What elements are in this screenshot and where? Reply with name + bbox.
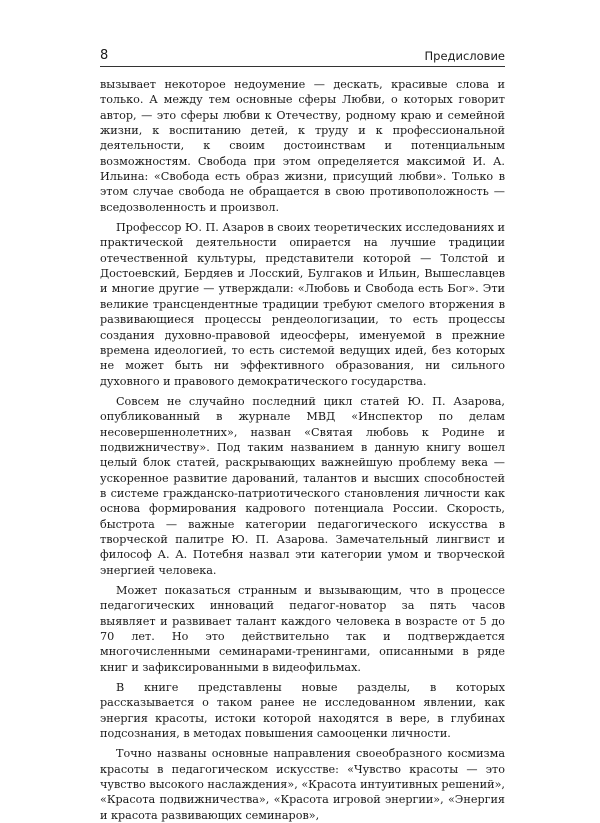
running-title: Предисловие	[424, 49, 505, 63]
paragraph-4: Может показаться странным и вызывающим, что в процессе педагогических инноваций педагог-новатор за пять часов выявляет и развивает талант каждого человека в возрасте от 5 до 70 лет. Но это действительно так и подтверждается многочисленными семинарами-тренингами, описанными в ряде книг и зафиксированными в видеофильмах.	[100, 584, 505, 674]
paragraph-5: В книге представлены новые разделы, в которых рассказывается о таком ранее не исследованном явлении, как энергия красоты, истоки которой находятся в вере, в глубинах подсознания, в методах повышения самооценки личности.	[100, 681, 505, 741]
paragraph-1: вызывает некоторое недоумение — дескать, красивые слова и только. А между тем основные сферы Любви, о которых говорит автор, — это сферы любви к Отечеству, родному краю и семейной жизни, к воспитанию детей, к труду и к профессиональной деятельности, к своим достоинствам и потенциальным возможностям. Свобода при этом определяется максимой И. А. Ильина: «Свобода есть образ жизни, присущий любви». Только в этом случае свобода не обращается в свою противоположность — вседозволенность и произвол.	[100, 78, 505, 214]
header-rule	[100, 66, 505, 67]
page-header	[100, 48, 505, 68]
paragraph-3: Совсем не случайно последний цикл статей Ю. П. Азарова, опубликованный в журнале МВД «Инспектор по делам несовершеннолетних», назван «Святая любовь к Родине и подвижничеству». Под таким названием в данную книгу вошел целый блок статей, раскрывающих важнейшую проблему века — ускоренное развитие дарований, талантов и высших способностей в системе гражданско-патриотического становления личности как основа формирования кадрового потенциала России. Скорость, быстрота — важные категории педагогического искусства в творческой палитре Ю. П. Азарова. Замечательный лингвист и философ А. А. Потебня назвал эти категории умом и творческой энергией человека.	[100, 394, 505, 577]
paragraph-2: Профессор Ю. П. Азаров в своих теоретических исследованиях и практической деятельности опирается на лучшие традиции отечественной культуры, представители которой — Толстой и Достоевский, Бердяев и Лосский, Булгаков и Ильин, Вышеславцев и многие другие — утверждали: «Любовь и Свобода есть Бог». Эти великие трансцендентные традиции требуют смелого вторжения в развивающиеся процессы рендеологизации, то есть процессы создания духовно-правовой идеосферы, именуемой в прежние времена идеологией, то есть системой ведущих идей, без которых не может быть ни эффективного образования, ни сильного духовного и правового демократического государства.	[100, 221, 505, 388]
paragraph-6: Точно названы основные направления своеобразного космизма красоты в педагогическом искусстве: «Чувство красоты — это чувство высокого наслаждения», «Красота интуитивных решений», «Красота подвижничества», «Красота игровой энергии», «Энергия и красота развивающих семинаров»,	[100, 747, 505, 822]
body-text	[100, 77, 505, 823]
page-number: 8	[100, 48, 109, 63]
